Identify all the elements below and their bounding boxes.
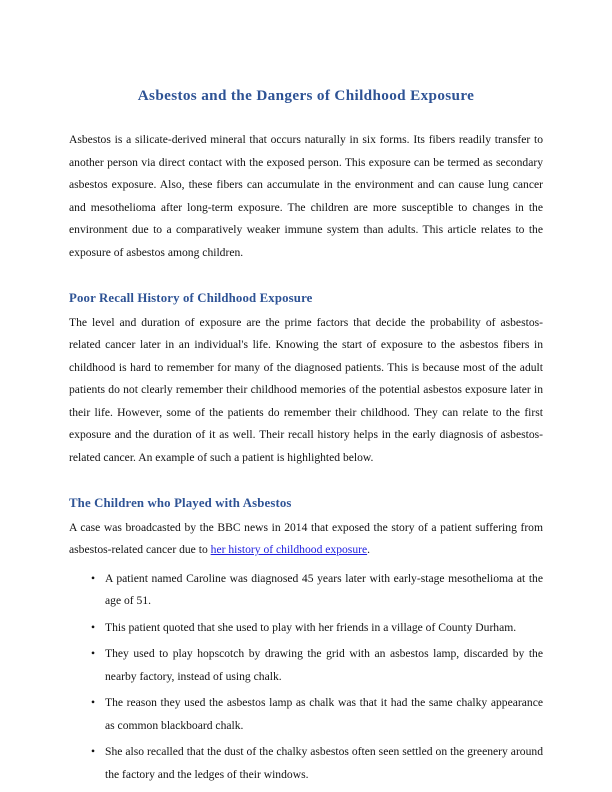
- paragraph-lead-text: A case was broadcasted by the BBC news in 2014 that exposed the story of a patient suffering from asbestos-related cancer due to: [69, 520, 543, 557]
- list-item-text: The reason they used the asbestos lamp as chalk was that it had the same chalky appearance as common blackboard chalk.: [105, 696, 543, 732]
- intro-paragraph: Asbestos is a silicate-derived mineral that occurs naturally in six forms. Its fibers readily transfer to another person via direct contact with the exposed person. This exposure can be termed as secondary asbestos exposure. Also, these fibers can accumulate in the environment and can cause lung cancer and mesothelioma after long-term exposure. The children are more susceptible to changes in the environment due to a comparatively weaker immune system than adults. This article relates to the exposure of asbestos among children.: [69, 133, 543, 259]
- bullet-point-icon: •: [91, 571, 96, 585]
- asbestos-case-bullet-list: [69, 568, 543, 787]
- bullet-point-icon: •: [91, 745, 96, 759]
- list-item: [69, 692, 543, 737]
- list-item: [69, 643, 543, 688]
- list-item: [69, 617, 543, 640]
- bullet-point-icon: •: [91, 647, 96, 661]
- list-item: [69, 568, 543, 613]
- section-paragraph-poor-recall-history: The level and duration of exposure are the prime factors that decide the probability of asbestos-related cancer later in an individual's life. Knowing the start of exposure to the asbestos fibers in childhood is hard to remember for many of the diagnosed patients. This is because most of the adult patients do not clearly remember their childhood memories of the potential asbestos exposure later in their life. However, some of the patients do remember their childhood. They can relate to the first exposure and the duration of it as well. Their recall history helps in the early diagnosis of asbestos-related cancer. An example of such a patient is highlighted below.: [69, 315, 543, 464]
- list-item: [69, 741, 543, 786]
- section-heading-poor-recall-history: Poor Recall History of Childhood Exposure: [69, 291, 313, 305]
- list-item-text: This patient quoted that she used to play with her friends in a village of County Durham.: [105, 620, 517, 634]
- section-paragraph-children-who-played-with-asbestos: [69, 517, 543, 562]
- section-heading-children-who-played-with-asbestos: The Children who Played with Asbestos: [69, 496, 292, 511]
- bullet-point-icon: •: [91, 620, 96, 634]
- page-title: Asbestos and the Dangers of Childhood Exposure: [137, 87, 475, 104]
- list-item-text: They used to play hopscotch by drawing the grid with an asbestos lamp, discarded by the nearby factory, instead of using chalk.: [105, 647, 543, 683]
- list-item-text: She also recalled that the dust of the chalky asbestos often seen settled on the greenery around the factory and the ledges of their windows.: [105, 745, 543, 781]
- childhood-exposure-link[interactable]: her history of childhood exposure: [210, 543, 368, 557]
- bullet-point-icon: •: [91, 696, 96, 710]
- list-item-text: A patient named Caroline was diagnosed 45 years later with early-stage mesothelioma at the age of 51.: [105, 571, 543, 608]
- paragraph-tail-text: .: [367, 543, 371, 557]
